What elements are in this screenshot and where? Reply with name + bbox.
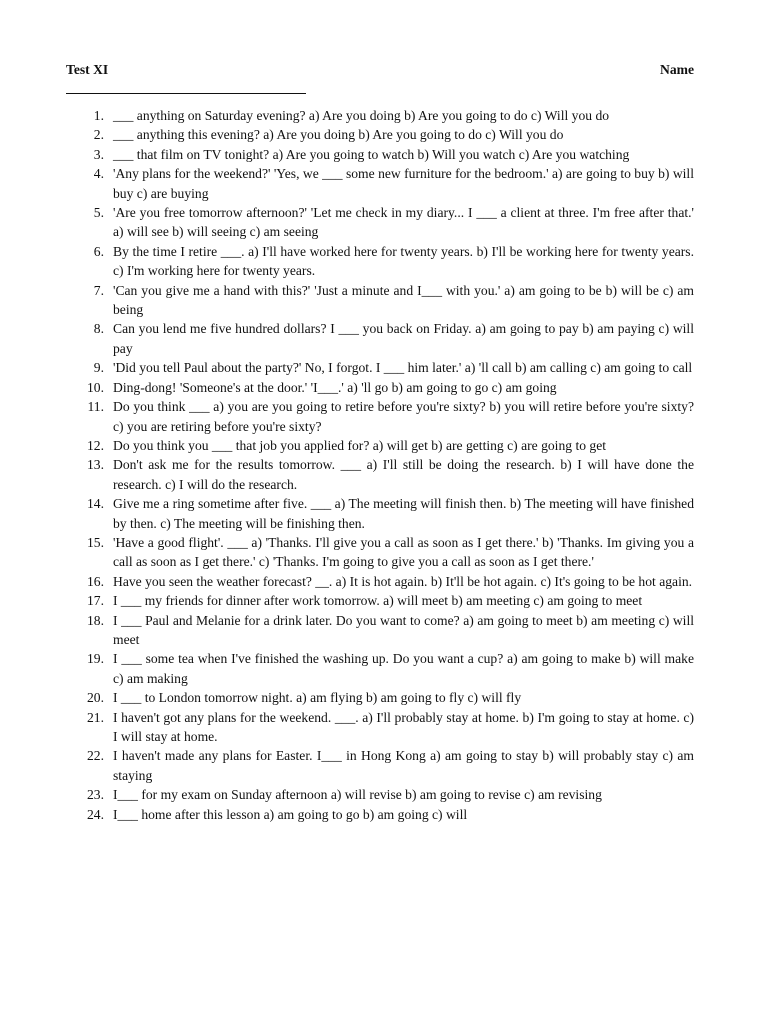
question-number: 14. (87, 496, 104, 512)
question-text: I ___ to London tomorrow night. a) am flying b) am going to fly c) will fly (113, 690, 522, 706)
question-number: 3. (93, 146, 104, 162)
question-item (66, 397, 694, 436)
question-item (66, 436, 694, 455)
question-text: Give me a ring sometime after five. ___ a) The meeting will finish then. b) The meeting will have finished by then. c) The meeting will be finishing then. (113, 496, 694, 531)
question-text: By the time I retire ___. a) I'll have worked here for twenty years. b) I'll be working here for twenty years. c) I'm working here for twenty years. (113, 243, 694, 279)
question-item (66, 805, 694, 824)
question-number: 23. (87, 787, 104, 803)
question-item (66, 203, 694, 242)
question-item (66, 145, 694, 164)
question-text: Ding-dong! 'Someone's at the door.' 'I___.' a) 'll go b) am going to go c) am going (113, 379, 557, 395)
question-text: 'Did you tell Paul about the party?' No, I forgot. I ___ him later.' a) 'll call b) am calling c) am going to call (113, 360, 693, 376)
question-item (66, 281, 694, 320)
question-item (66, 319, 694, 358)
page-header (66, 62, 694, 78)
question-item (66, 494, 694, 533)
question-number: 8. (93, 321, 104, 337)
question-text: Do you think ___ a) you are you going to retire before you're sixty? b) you will retire before you're sixty? c) you are retiring before you're sixty? (113, 399, 694, 434)
question-number: 22. (87, 748, 104, 764)
question-number: 16. (87, 573, 104, 589)
question-list (66, 106, 694, 824)
question-number: 4. (93, 166, 104, 182)
question-item (66, 746, 694, 785)
question-item (66, 688, 694, 707)
question-number: 24. (87, 806, 104, 822)
question-item (66, 533, 694, 572)
question-text: I ___ Paul and Melanie for a drink later. Do you want to come? a) am going to meet b) am meeting c) will meet (113, 612, 694, 647)
question-number: 6. (93, 243, 104, 259)
question-number: 20. (87, 690, 104, 706)
question-number: 11. (87, 399, 104, 415)
question-item (66, 455, 694, 494)
question-item (66, 649, 694, 688)
question-item (66, 378, 694, 397)
question-text: I___ home after this lesson a) am going to go b) am going c) will (113, 806, 468, 822)
question-item (66, 358, 694, 377)
question-text: I ___ some tea when I've finished the washing up. Do you want a cup? a) am going to make b) will make c) am making (113, 651, 694, 686)
question-number: 19. (87, 651, 104, 667)
question-item (66, 242, 694, 281)
question-number: 9. (93, 360, 104, 376)
question-item (66, 164, 694, 203)
question-item (66, 591, 694, 610)
question-text: 'Are you free tomorrow afternoon?' 'Let me check in my diary... I ___ a client at three. I'm free after that.' a) will see b) will seeing c) am seeing (113, 205, 694, 240)
question-number: 18. (87, 612, 104, 628)
question-text: 'Have a good flight'. ___ a) 'Thanks. I'll give you a call as soon as I get there.' b) 'Thanks. Im giving you a call as soon as I get there.' c) 'Thanks. I'm going to give you a call as soon as I get there.' (113, 534, 694, 570)
question-text: ___ anything this evening? a) Are you doing b) Are you going to do c) Will you do (113, 127, 564, 143)
question-text: I ___ my friends for dinner after work tomorrow. a) will meet b) am meeting c) am going to meet (113, 593, 643, 609)
test-title: Test XI (66, 62, 109, 77)
question-text: Have you seen the weather forecast? __. a) It is hot again. b) It'll be hot again. c) It's going to be hot again. (113, 573, 693, 589)
question-number: 13. (87, 457, 104, 473)
question-item (66, 106, 694, 125)
question-text: I haven't got any plans for the weekend. ___. a) I'll probably stay at home. b) I'm going to stay at home. c) I will stay at home. (113, 709, 694, 744)
question-number: 17. (87, 593, 104, 609)
question-number: 2. (93, 127, 104, 143)
question-number: 15. (87, 534, 104, 550)
name-label: Name (660, 62, 694, 77)
question-number: 10. (87, 379, 104, 395)
question-item (66, 572, 694, 591)
question-number: 1. (93, 108, 104, 123)
question-text: Don't ask me for the results tomorrow. ___ a) I'll still be doing the research. b) I will have done the research. c) I will do the research. (113, 457, 694, 492)
name-underline (66, 93, 306, 94)
question-number: 7. (93, 282, 104, 298)
question-text: Do you think you ___ that job you applied for? a) will get b) are getting c) are going to get (113, 437, 607, 453)
question-item (66, 125, 694, 144)
question-text: Can you lend me five hundred dollars? I ___ you back on Friday. a) am going to pay b) am paying c) will pay (113, 321, 694, 356)
question-text: I haven't made any plans for Easter. I___ in Hong Kong a) am going to stay b) will probably stay c) am staying (113, 748, 694, 783)
question-text: ___ anything on Saturday evening? a) Are you doing b) Are you going to do c) Will you do (113, 108, 610, 123)
question-text: 'Can you give me a hand with this?' 'Just a minute and I___ with you.' a) am going to be b) will be c) am being (113, 282, 694, 318)
question-number: 5. (93, 205, 104, 221)
question-text: ___ that film on TV tonight? a) Are you going to watch b) Will you watch c) Are you watching (113, 146, 630, 162)
question-text: 'Any plans for the weekend?' 'Yes, we ___ some new furniture for the bedroom.' a) are going to buy b) will buy c) are buying (113, 166, 694, 201)
question-number: 21. (87, 709, 104, 725)
question-text: I___ for my exam on Sunday afternoon a) will revise b) am going to revise c) am revising (113, 787, 602, 803)
question-item (66, 611, 694, 650)
question-item (66, 708, 694, 747)
question-item (66, 785, 694, 804)
question-number: 12. (87, 437, 104, 453)
